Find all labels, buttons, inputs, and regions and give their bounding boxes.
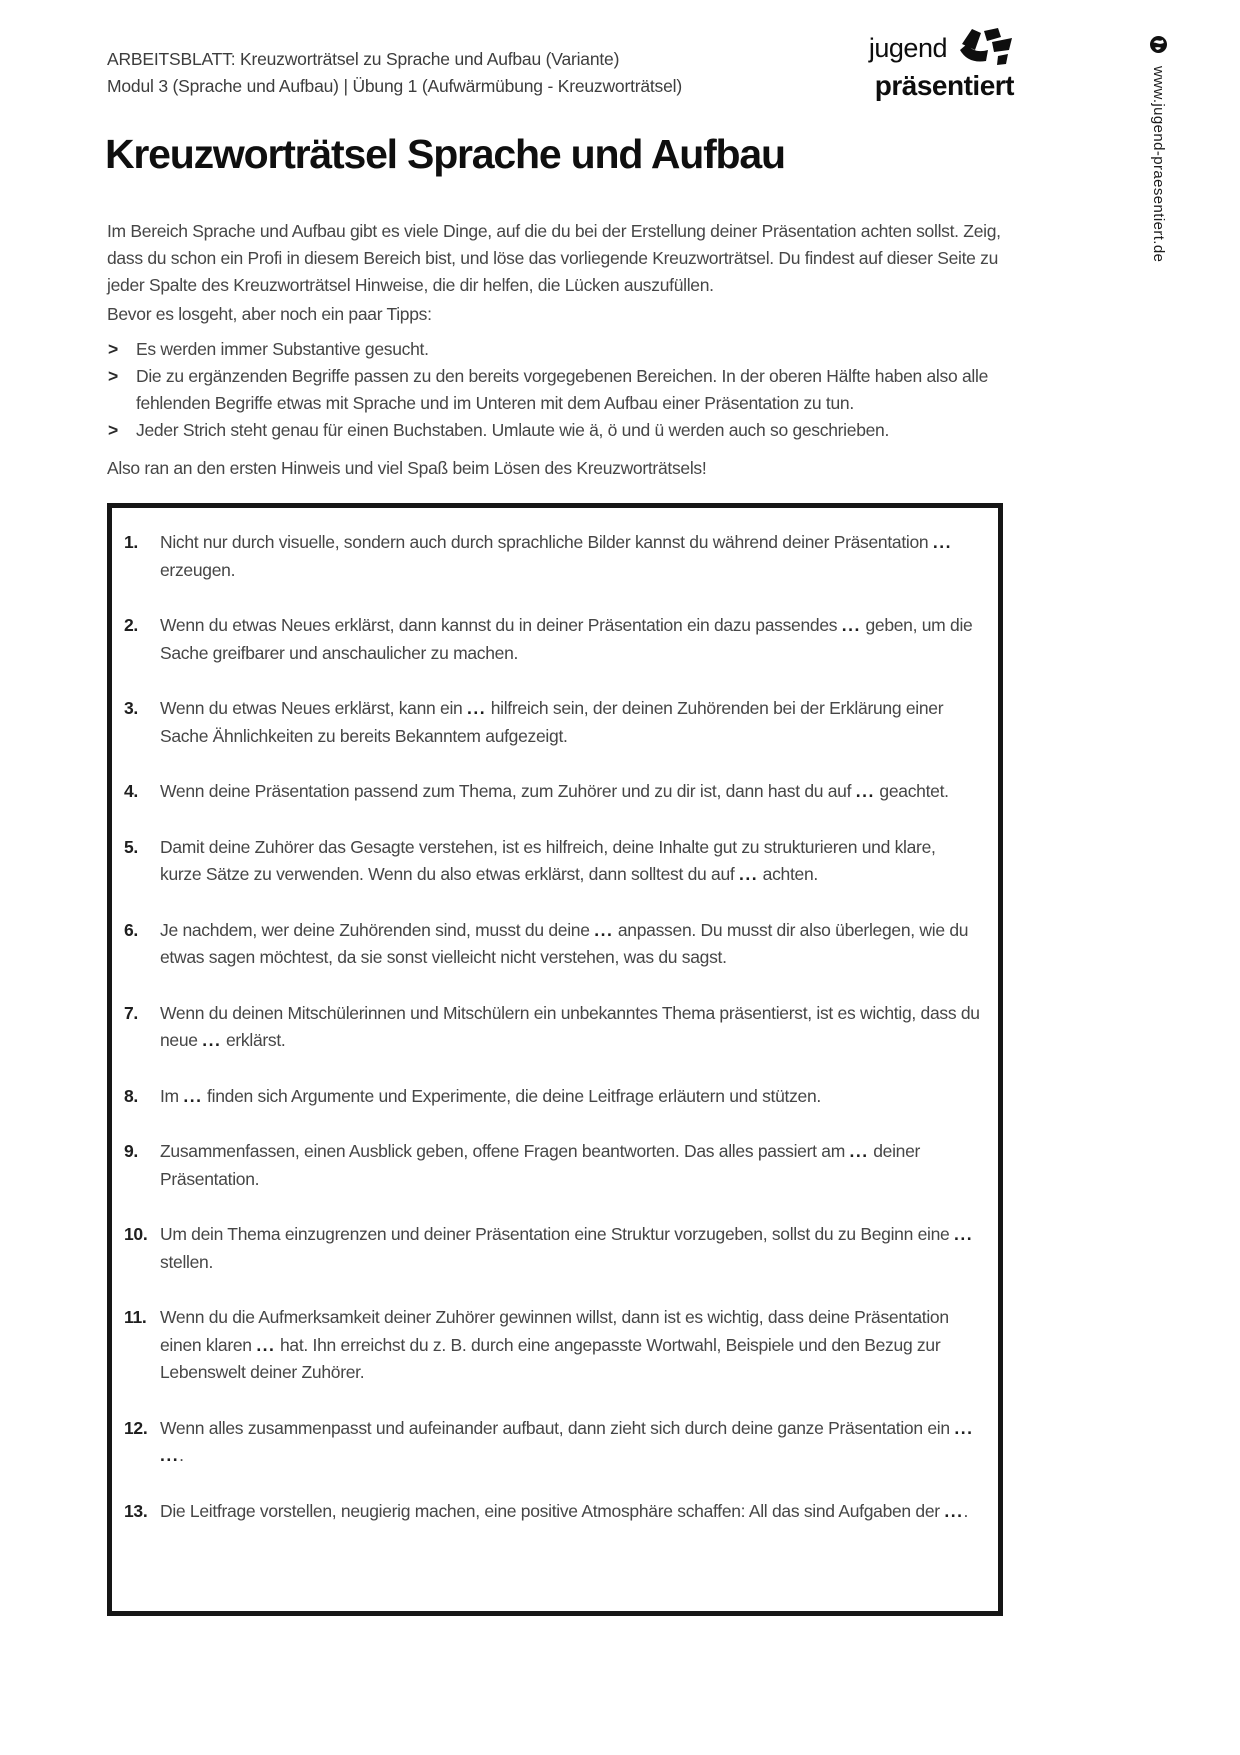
- tip-item: > Jeder Strich steht genau für einen Buchstaben. Umlaute wie ä, ö und ü werden auch so geschrieben.: [107, 417, 1012, 444]
- clue-text: Wenn deine Präsentation passend zum Thema, zum Zuhörer und zu dir ist, dann hast du auf ... geachtet.: [160, 781, 949, 801]
- clue-item: [124, 778, 980, 806]
- clue-text: Wenn du die Aufmerksamkeit deiner Zuhörer gewinnen willst, dann ist es wichtig, dass deine Präsentation einen klaren ... hat. Ihn erreichst du z. B. durch eine angepasste Wortwahl, Beispiele und den Bezug zur Lebenswelt deiner Zuhörer.: [160, 1307, 949, 1382]
- clue-item: [124, 612, 980, 667]
- clue-item: [124, 1221, 980, 1276]
- jugend-praesentiert-logo: [856, 28, 1014, 102]
- clue-text: Wenn du deinen Mitschülerinnen und Mitschülern ein unbekanntes Thema präsentierst, ist es wichtig, dass du neue ... erklärst.: [160, 1002, 980, 1050]
- clue-number: 6.: [124, 919, 138, 940]
- clue-item: [124, 834, 980, 889]
- clue-text: Wenn du etwas Neues erklärst, kann ein ... hilfreich sein, der deinen Zuhörenden bei der Erklärung einer Sache Ähnlichkeiten zu bereits Bekanntem aufgezeigt.: [160, 698, 944, 746]
- clue-text: Damit deine Zuhörer das Gesagte verstehen, ist es hilfreich, deine Inhalte gut zu strukturieren und klare, kurze Sätze zu verwenden. Wenn du also etwas erklärst, dann solltest du auf ... achten.: [160, 836, 936, 884]
- clue-number: 1.: [124, 532, 138, 552]
- clue-text: Wenn du etwas Neues erklärst, dann kannst du in deiner Präsentation ein dazu passendes ... geben, um die Sache greifbarer und anschaulicher zu machen.: [160, 615, 973, 663]
- clue-item: [124, 1138, 980, 1193]
- clue-number: 13.: [124, 1500, 148, 1521]
- logo-word-praesentiert: präsentiert: [874, 70, 1014, 101]
- clue-number: 7.: [124, 1002, 138, 1023]
- website-url: www.jugend-praesentiert.de: [1150, 66, 1167, 263]
- clue-number: 3.: [124, 698, 138, 718]
- clue-item: [124, 917, 980, 972]
- closing-line: Also ran an den ersten Hinweis und viel Spaß beim Lösen des Kreuzworträtsels!: [107, 458, 707, 478]
- tips-heading: Bevor es losgeht, aber noch ein paar Tipps:: [107, 304, 432, 324]
- clue-text: Die Leitfrage vorstellen, neugierig machen, eine positive Atmosphäre schaffen: All das sind Aufgaben der ....: [160, 1500, 969, 1521]
- tip-item: > Die zu ergänzenden Begriffe passen zu den bereits vorgegebenen Bereichen. In der oberen Hälfte haben also alle fehlenden Begriffe etwas mit Sprache und im Unteren mit dem Aufbau einer Präsentation zu tun.: [107, 363, 1012, 417]
- clue-text: Zusammenfassen, einen Ausblick geben, offene Fragen beantworten. Das alles passiert am ... deiner Präsentation.: [160, 1141, 921, 1189]
- clue-number: 5.: [124, 836, 138, 857]
- clue-number: 10.: [124, 1224, 148, 1244]
- clue-item: [124, 695, 980, 750]
- tip-item: > Es werden immer Substantive gesucht.: [107, 336, 1012, 363]
- clue-number: 12.: [124, 1417, 148, 1438]
- website-url-vertical: [1150, 36, 1167, 262]
- clue-text: Je nachdem, wer deine Zuhörenden sind, musst du deine ... anpassen. Du musst dir also überlegen, wie du etwas sagen möchtest, da sie sonst vielleicht nicht verstehen, was du sagst.: [160, 919, 969, 967]
- clue-text: Wenn alles zusammenpasst und aufeinander aufbaut, dann zieht sich durch deine ganze Präsentation ein ... ....: [160, 1417, 974, 1465]
- clue-text: Nicht nur durch visuelle, sondern auch durch sprachliche Bilder kannst du während deiner Präsentation ... erzeugen.: [160, 532, 953, 580]
- clue-number: 4.: [124, 781, 138, 801]
- globe-icon: [1150, 36, 1167, 53]
- clue-item: [124, 1083, 980, 1111]
- clue-number: 11.: [124, 1307, 147, 1327]
- header-meta: [107, 46, 682, 100]
- logo-word-jugend: jugend: [868, 33, 947, 63]
- header-line-2: Modul 3 (Sprache und Aufbau) | Übung 1 (Aufwärmübung - Kreuzworträtsel): [107, 76, 682, 96]
- header-line-1: ARBEITSBLATT: Kreuzworträtsel zu Sprache und Aufbau (Variante): [107, 49, 620, 69]
- logo-mark-icon: [954, 28, 1014, 74]
- clue-text: Um dein Thema einzugrenzen und deiner Präsentation eine Struktur vorzugeben, sollst du zu Beginn eine ... stellen.: [160, 1224, 974, 1272]
- page-title: Kreuzworträtsel Sprache und Aufbau: [105, 131, 785, 177]
- clue-item: [124, 1415, 980, 1470]
- clue-item: [124, 529, 980, 584]
- clue-number: 2.: [124, 615, 138, 635]
- clue-item: [124, 1304, 980, 1387]
- tips-list: [107, 336, 1012, 444]
- clue-item: [124, 1498, 980, 1526]
- clue-number: 8.: [124, 1085, 138, 1106]
- clues-box: [107, 503, 1003, 1616]
- clue-text: Im ... finden sich Argumente und Experimente, die deine Leitfrage erläutern und stützen.: [160, 1085, 821, 1106]
- clue-number: 9.: [124, 1141, 138, 1161]
- intro-paragraph: Im Bereich Sprache und Aufbau gibt es viele Dinge, auf die du bei der Erstellung deiner Präsentation achten sollst. Zeig, dass du schon ein Profi in diesem Bereich bist, und löse das vorliegende Kreuzworträtsel. Du findest auf dieser Seite zu jeder Spalte des Kreuzworträtsel Hinweise, die dir helfen, die Lücken auszufüllen.: [107, 221, 1001, 295]
- clue-item: [124, 1000, 980, 1055]
